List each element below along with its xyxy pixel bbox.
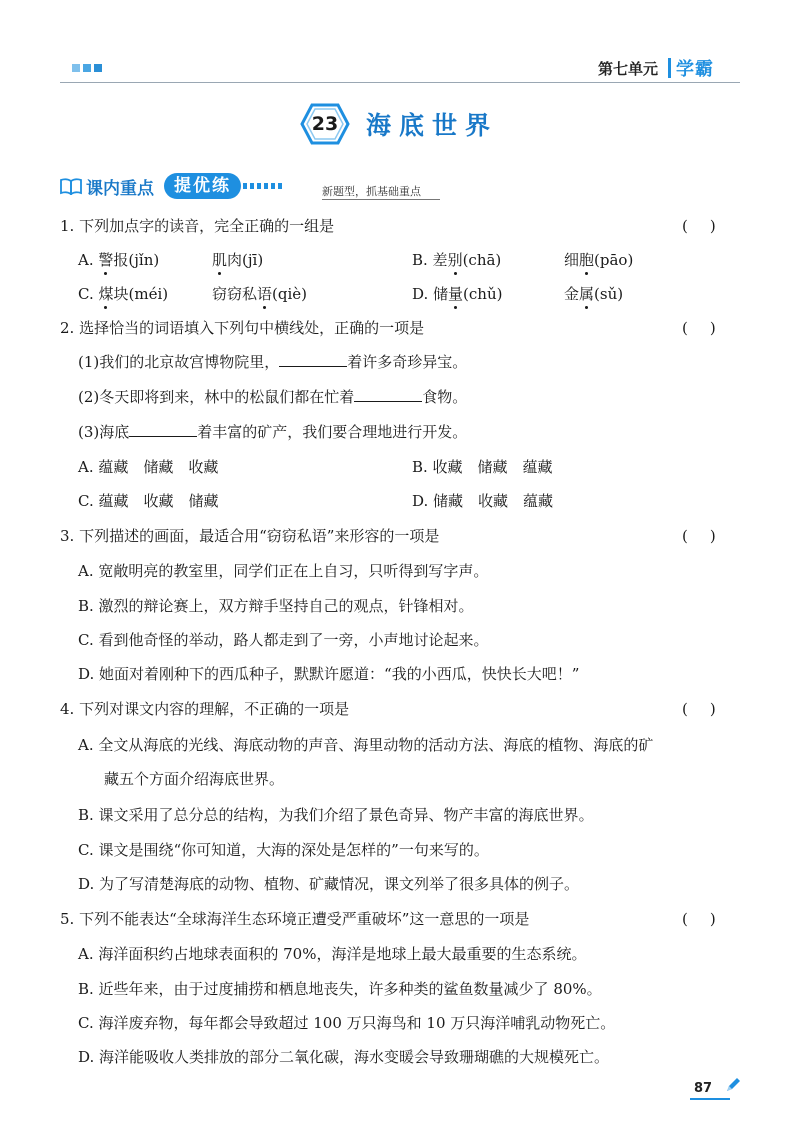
section-dots — [243, 183, 283, 189]
option-b: B. 课文采用了总分总的结构，为我们介绍了景色奇异、物产丰富的海底世界。 — [78, 806, 594, 824]
option-c-2: 窃窃私语(qiè) — [212, 285, 308, 303]
fill-sentence: (1)我们的北京故宫博物院里， 着许多奇珍异宝。 — [78, 353, 468, 371]
question-stem: 4. 下列对课文内容的理解，不正确的一项是 — [60, 700, 350, 718]
lesson-number: 23 — [311, 113, 339, 135]
blank-line[interactable] — [279, 352, 347, 367]
option-a: A. 警报(jǐn) — [78, 251, 160, 269]
fill-sentence: (3)海底 着丰富的矿产，我们要合理地进行开发。 — [78, 423, 468, 441]
option-b: B. 激烈的辩论赛上，双方辩手坚持自己的观点，针锋相对。 — [78, 597, 474, 615]
option-c: C. 看到他奇怪的举动，路人都走到了一旁，小声地讨论起来。 — [78, 631, 489, 649]
option-a-continued: 藏五个方面介绍海底世界。 — [104, 770, 285, 788]
section-subtitle-rule — [322, 199, 440, 200]
option-d: D. 海洋能吸收人类排放的部分二氧化碳，海水变暖会导致珊瑚礁的大规模死亡。 — [78, 1048, 610, 1066]
option-c: C. 蕴藏 收藏 储藏 — [78, 492, 219, 510]
unit-label: 第七单元 — [598, 60, 659, 78]
section-subtitle: 新题型，抓基础重点 — [322, 185, 421, 198]
answer-paren[interactable]: () — [682, 527, 738, 545]
option-c: C. 煤块(méi) — [78, 285, 169, 303]
option-c: C. 课文是围绕“你可知道，大海的深处是怎样的”一句来写的。 — [78, 841, 489, 859]
page-number: 87 — [694, 1081, 713, 1096]
brand-logo: 学霸 — [676, 59, 714, 80]
header-rule — [60, 82, 740, 83]
option-b: B. 近些年来，由于过度捕捞和栖息地丧失，许多种类的鲨鱼数量减少了 80%。 — [78, 980, 602, 998]
option-d: D. 储藏 收藏 蕴藏 — [412, 492, 554, 510]
hexagon-badge-icon — [300, 103, 350, 145]
open-book-icon — [60, 177, 82, 195]
option-b-2: 细胞(pāo) — [564, 251, 634, 269]
answer-paren[interactable]: () — [682, 700, 738, 718]
fill-sentence: (2)冬天即将到来，林中的松鼠们都在忙着 食物。 — [78, 388, 468, 406]
section-badge: 提优练 — [164, 173, 241, 199]
section-title: 课内重点 — [86, 178, 154, 199]
option-a-2: 肌肉(jī) — [212, 251, 264, 269]
option-d: D. 她面对着刚种下的西瓜种子，默默许愿道：“我的小西瓜，快快长大吧！” — [78, 665, 580, 683]
option-c: C. 海洋废弃物，每年都会导致超过 100 万只海鸟和 10 万只海洋哺乳动物死亡。 — [78, 1014, 616, 1032]
lesson-title: 海底世界 — [366, 111, 499, 140]
option-d: D. 为了写清楚海底的动物、植物、矿藏情况，课文列举了很多具体的例子。 — [78, 875, 580, 893]
question-stem: 5. 下列不能表达“全球海洋生态环境正遭受严重破坏”这一意思的一项是 — [60, 910, 530, 928]
option-b: B. 收藏 储藏 蕴藏 — [412, 458, 553, 476]
question-stem: 1. 下列加点字的读音，完全正确的一组是 — [60, 217, 335, 235]
answer-paren[interactable]: () — [682, 910, 738, 928]
option-d: D. 储量(chǔ) — [412, 285, 503, 303]
header-divider — [668, 58, 671, 78]
option-d-2: 金属(sǔ) — [564, 285, 624, 303]
option-a: A. 蕴藏 储藏 收藏 — [78, 458, 219, 476]
section-header — [60, 172, 283, 200]
question-stem: 3. 下列描述的画面，最适合用“窃窃私语”来形容的一项是 — [60, 527, 440, 545]
page-number-rule — [690, 1098, 730, 1100]
lesson-heading — [300, 102, 498, 146]
blank-line[interactable] — [129, 422, 197, 437]
option-a: A. 海洋面积约占地球表面积的 70%，海洋是地球上最大最重要的生态系统。 — [78, 945, 587, 963]
option-a: A. 宽敞明亮的教室里，同学们正在上自习，只听得到写字声。 — [78, 562, 489, 580]
answer-paren[interactable]: () — [682, 217, 738, 235]
pencil-icon — [724, 1076, 742, 1094]
blank-line[interactable] — [354, 387, 422, 402]
answer-paren[interactable]: () — [682, 319, 738, 337]
header-decoration — [72, 64, 102, 72]
option-b: B. 差别(chā) — [412, 251, 502, 269]
option-a: A. 全文从海底的光线、海底动物的声音、海里动物的活动方法、海底的植物、海底的矿 — [78, 736, 654, 754]
question-stem: 2. 选择恰当的词语填入下列句中横线处，正确的一项是 — [60, 319, 425, 337]
